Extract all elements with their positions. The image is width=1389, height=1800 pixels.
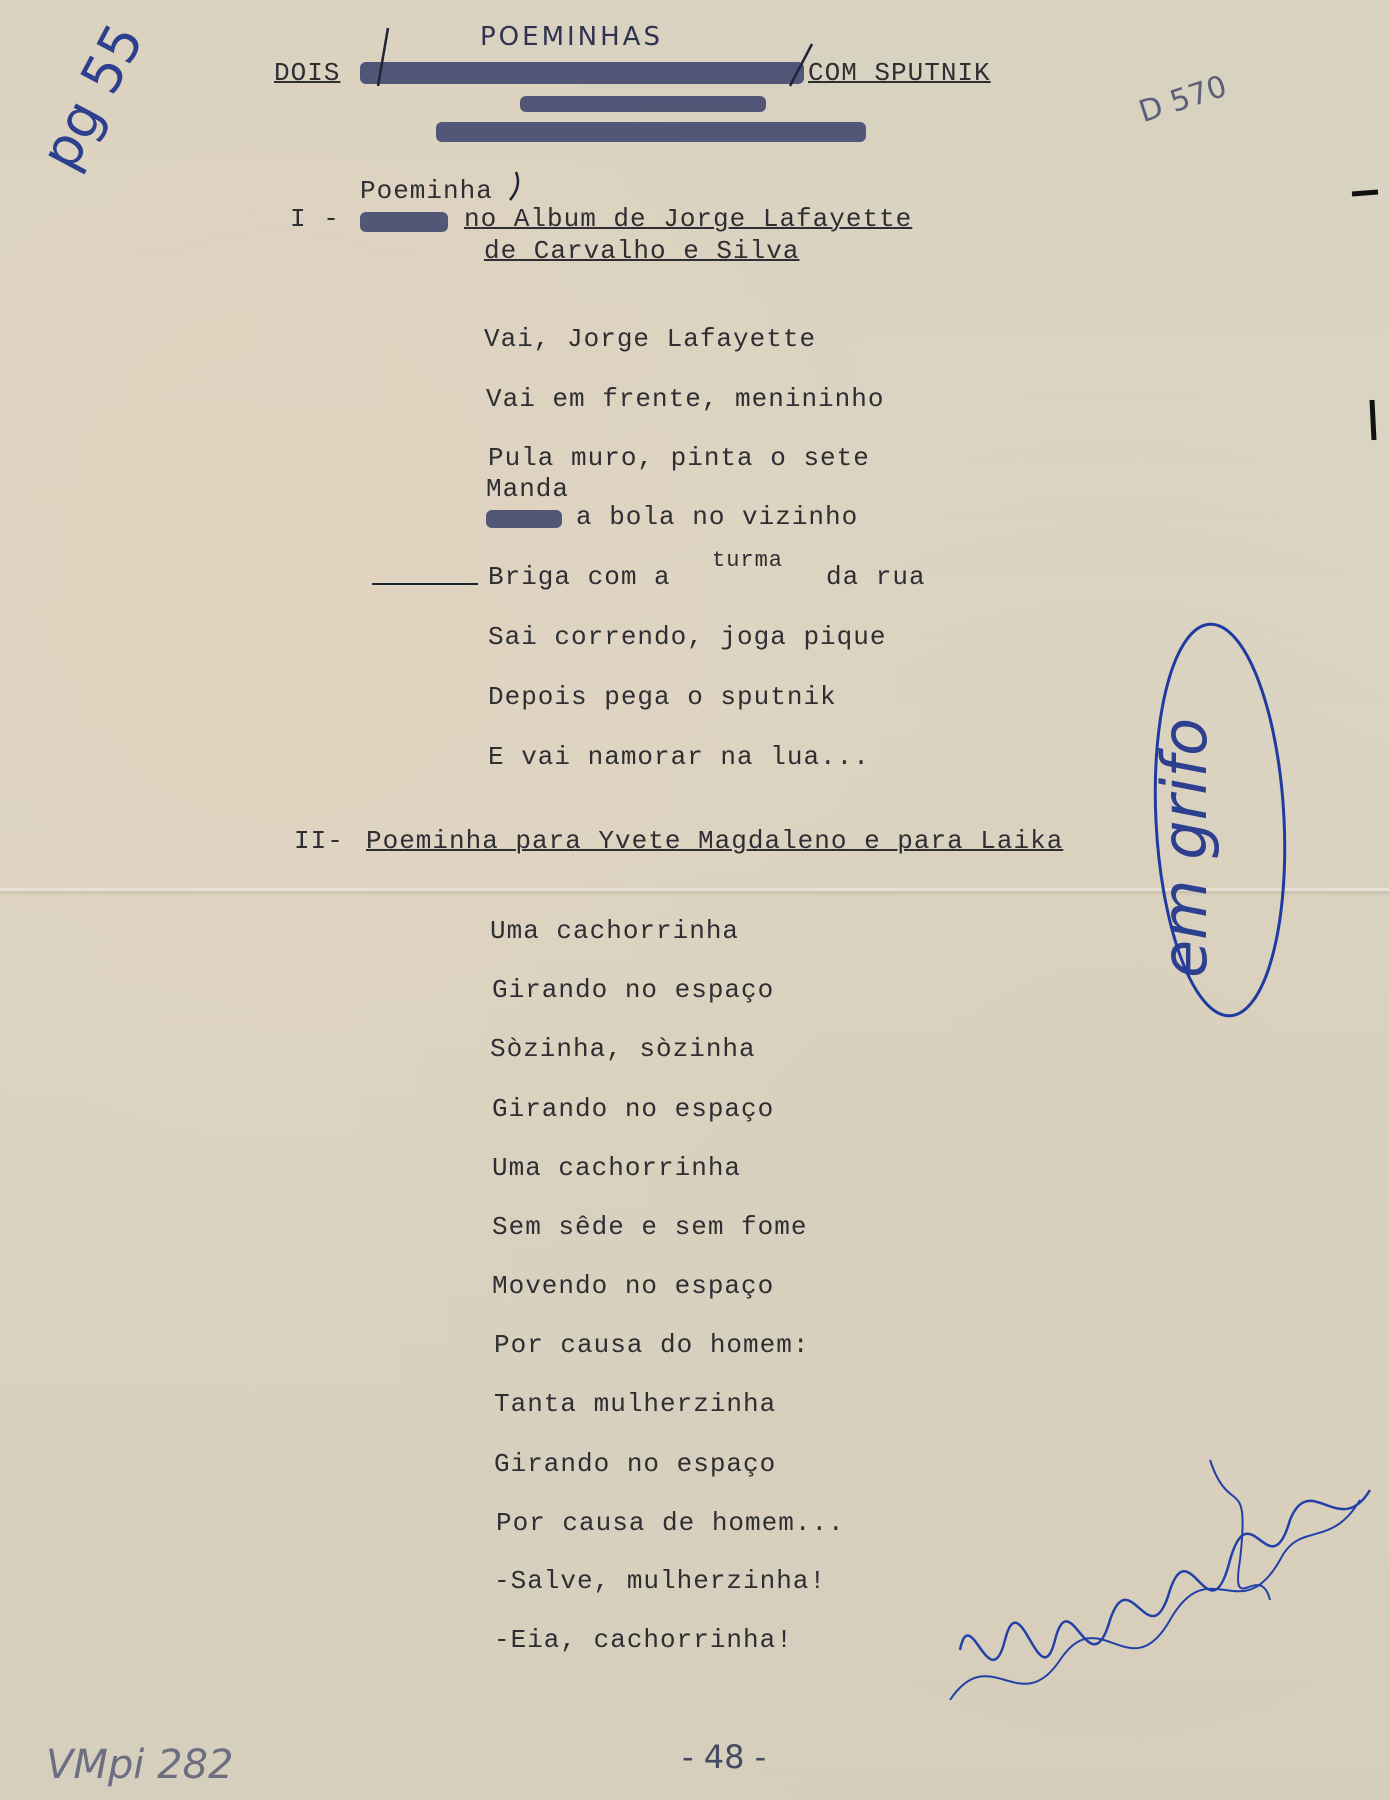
poem1-insert: Poeminha [360,176,493,206]
poem1-line-6: Sai correndo, joga pique [488,622,887,652]
poem1-line-2: Vai em frente, menininho [486,384,885,414]
poem2-line-7: Movendo no espaço [492,1271,775,1301]
poem2-line-2: Girando no espaço [492,975,775,1005]
poem2-line-8: Por causa do homem: [494,1330,810,1360]
signature-scribble-3 [1210,1460,1270,1600]
title-insert: POEMINHAS [480,22,663,52]
poem1-insert-bracket [510,172,518,200]
poem1-line-1: Vai, Jorge Lafayette [484,324,817,354]
poem1-line-3: Pula muro, pinta o sete [488,443,870,473]
poem2-line-12: -Salve, mulherzinha! [494,1566,827,1596]
poem2-line-9: Tanta mulherzinha [494,1389,777,1419]
document-title-prefix: DOIS [274,58,341,88]
insert-caret-left [378,28,388,86]
page-number: - 48 - [682,1738,767,1776]
document-title-suffix: COM SPUTNIK [808,58,991,88]
poem2-line-3: Sòzinha, sòzinha [490,1034,756,1064]
poem1-title-line2: de Carvalho e Silva [484,236,800,266]
poem2-line-4: Girando no espaço [492,1094,775,1124]
poem2-line-6: Sem sêde e sem fome [492,1212,808,1242]
poem1-line-7: Depois pega o sputnik [488,682,837,712]
poem2-line-11: Por causa de homem... [496,1508,845,1538]
margin-note-top-right: D 570 [1134,68,1232,131]
poem1-line-5-tail: da rua [826,562,926,592]
poem2-line-1: Uma cachorrinha [490,916,740,946]
edge-mark-1 [1352,192,1378,194]
poem1-line-8: E vai namorar na lua... [488,742,870,772]
poem1-line-5: Briga com a [488,562,671,592]
side-note-text: em grifo [1148,717,1221,978]
poem2-line-13: -Eia, cachorrinha! [494,1625,793,1655]
poem1-numeral: I - [290,204,340,234]
poem1-insert-manda: Manda [486,474,570,504]
insert-caret-right [790,44,812,86]
poem1-line-4: a bola no vizinho [576,502,859,532]
margin-note-top-left: pg 55 [28,13,157,180]
poem2-line-5: Uma cachorrinha [492,1153,742,1183]
poem1-insert-turma: turma [712,548,784,573]
side-note-ellipse [1146,621,1294,1019]
poem2-numeral: II- [294,826,344,856]
poem1-title-line1: no Album de Jorge Lafayette [464,204,913,234]
signature-scribble-1 [960,1490,1370,1660]
catalog-code: VMpi 282 [46,1742,234,1788]
edge-mark-2 [1372,400,1374,440]
poem2-line-10: Girando no espaço [494,1449,777,1479]
poem2-title: Poeminha para Yvete Magdaleno e para Laika [366,826,1064,856]
signature-scribble-2 [950,1500,1360,1700]
